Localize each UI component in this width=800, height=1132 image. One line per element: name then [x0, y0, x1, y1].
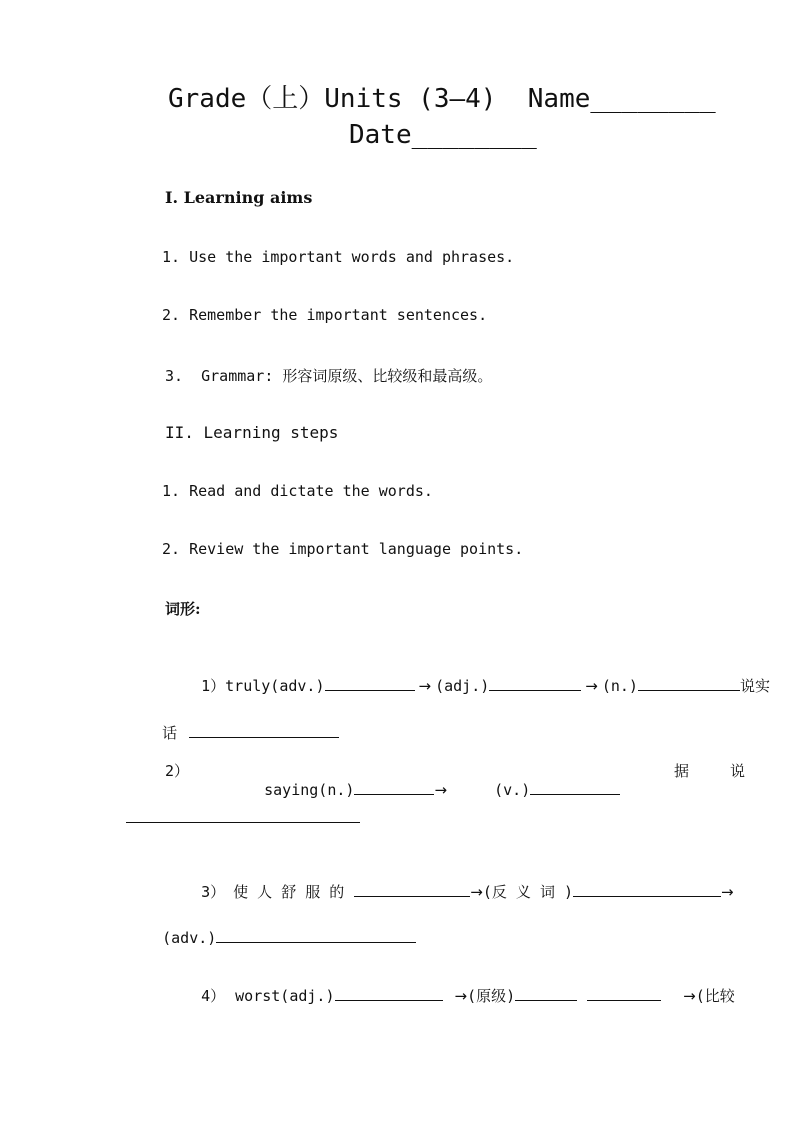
answer-blank[interactable] — [126, 806, 360, 823]
question-1-meaning-start: 说实 — [739, 677, 770, 695]
question-4-positive: (原级) — [467, 987, 516, 1005]
question-1-noun: (n.) — [601, 677, 638, 695]
answer-blank[interactable] — [587, 984, 661, 1001]
answer-blank[interactable] — [189, 721, 339, 738]
arrow-icon: → — [434, 781, 448, 799]
arrow-icon: → — [418, 677, 432, 695]
title-line-1: Grade（上）Units (3—4) Name________ — [168, 84, 716, 114]
aim-item-1: 1. Use the important words and phrases. — [162, 248, 515, 266]
answer-blank[interactable] — [573, 880, 721, 897]
answer-blank[interactable] — [638, 674, 740, 691]
answer-blank[interactable] — [216, 926, 416, 943]
section-heading-learning-steps: II. Learning steps — [165, 423, 339, 442]
arrow-icon: → — [683, 987, 696, 1005]
question-2-shuo: 说 — [730, 762, 746, 780]
aim-item-3: 3. Grammar: 形容词原级、比较级和最高级。 — [165, 367, 493, 385]
answer-blank[interactable] — [354, 880, 470, 897]
question-1-meaning-end: 话 — [162, 724, 178, 742]
question-2-verb-line — [458, 760, 620, 817]
question-3-comfortable: 使 人 舒 服 的 — [233, 883, 345, 901]
answer-blank[interactable] — [530, 778, 620, 795]
answer-blank[interactable] — [325, 674, 415, 691]
question-1-adj: (adj.) — [435, 677, 490, 695]
step-item-2: 2. Review the important language points. — [162, 540, 524, 558]
arrow-icon: → — [454, 987, 468, 1005]
question-1-line-2 — [126, 703, 339, 761]
question-1-truly: truly(adv.) — [225, 677, 325, 695]
question-3-antonym: (反 义 词 ) — [482, 883, 574, 901]
question-4-comparative: (比较 — [695, 987, 735, 1005]
section-heading-learning-aims: I. Learning aims — [165, 188, 313, 207]
question-3-line-2 — [126, 908, 416, 965]
answer-blank[interactable] — [515, 984, 577, 1001]
arrow-icon: → — [585, 677, 598, 695]
question-2-verb: (v.) — [494, 781, 531, 799]
question-4-line — [165, 966, 735, 1024]
question-4-worst: worst(adj.) — [235, 987, 335, 1005]
arrow-icon: → — [721, 883, 734, 901]
arrow-icon: → — [470, 883, 483, 901]
aim-item-2: 2. Remember the important sentences. — [162, 306, 488, 324]
question-1-number: 1） — [201, 677, 226, 695]
question-3-number: 3） — [201, 883, 226, 901]
question-4-number: 4） — [201, 987, 226, 1005]
word-forms-heading: 词形: — [165, 600, 201, 618]
title-line-2: Date________ — [349, 120, 537, 150]
answer-blank[interactable] — [354, 778, 434, 795]
question-2-number: 2） — [165, 762, 190, 780]
answer-blank[interactable] — [489, 674, 581, 691]
question-3-adverb: (adv.) — [162, 929, 217, 947]
answer-blank[interactable] — [335, 984, 443, 1001]
question-2-saying: saying(n.) — [264, 781, 355, 799]
question-2-ju: 据 — [674, 762, 690, 780]
step-item-1: 1. Read and dictate the words. — [162, 482, 433, 500]
